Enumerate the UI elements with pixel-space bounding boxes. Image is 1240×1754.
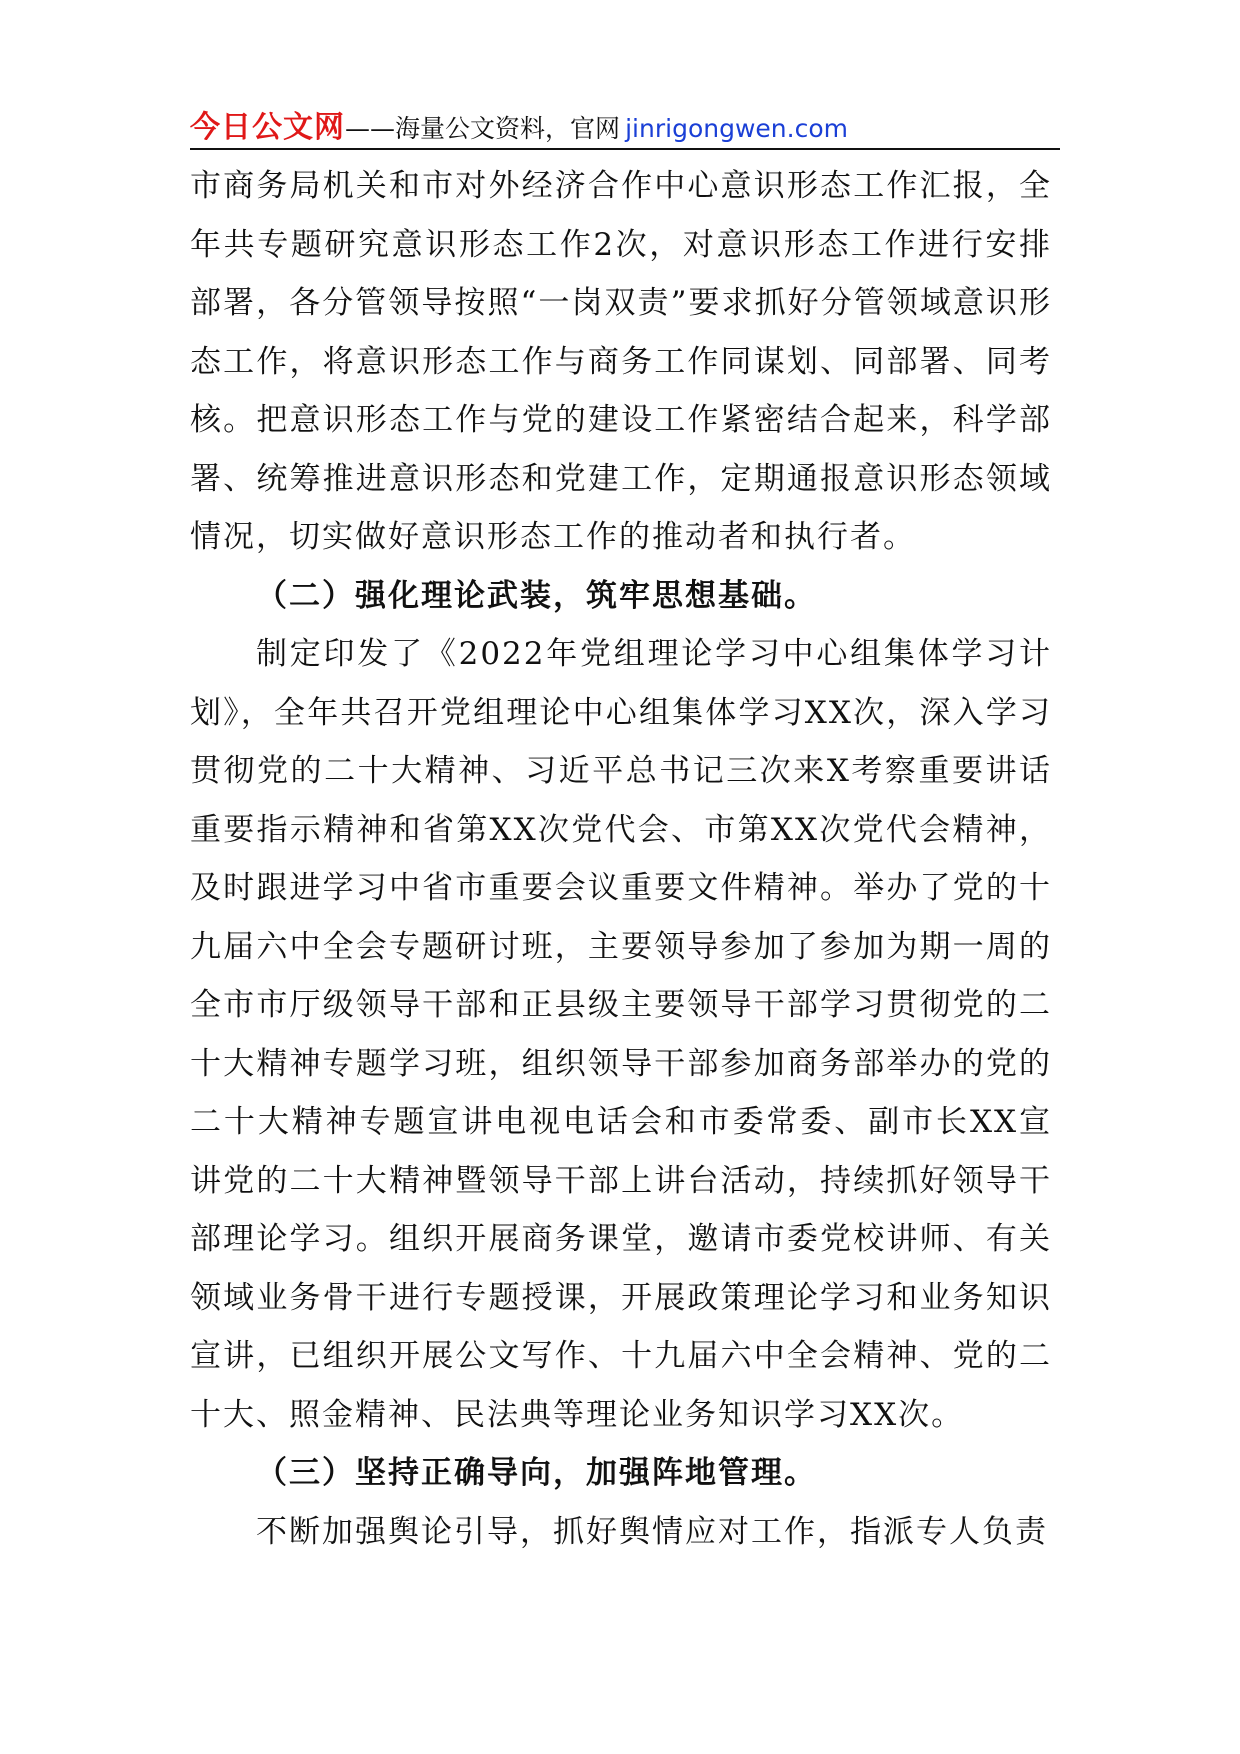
header-divider bbox=[190, 148, 1060, 150]
paragraph-2: 制定印发了《2022年党组理论学习中心组集体学习计划》，全年共召开党组理论中心组集体学习XX次，深入学习贯彻党的二十大精神、习近平总书记三次来X考察重要讲话重要指示精神和省第XX次党代会、市第XX次党代会精神，及时跟进学习中省市重要会议重要文件精神。举办了党的十九届六中全会专题研讨班，主要领导参加了参加为期一周的全市市厅级领导干部和正县级主要领导干部学习贯彻党的二十大精神专题学习班，组织领导干部参加商务部举办的党的二十大精神专题宣讲电视电话会和市委常委、副市长XX宣讲党的二十大精神暨领导干部上讲台活动，持续抓好领导干部理论学习。组织开展商务课堂，邀请市委党校讲师、有关领域业务骨干进行专题授课，开展政策理论学习和业务知识宣讲，已组织开展公文写作、十九届六中全会精神、党的二十大、照金精神、民法典等理论业务知识学习XX次。 bbox=[190, 636, 1052, 1433]
brand-name: 今日公文网 bbox=[190, 110, 345, 145]
paragraph-3: 不断加强舆论引导，抓好舆情应对工作，指派专人负责 bbox=[256, 1513, 1048, 1550]
paragraph-1: 市商务局机关和市对外经济合作中心意识形态工作汇报，全年共专题研究意识形态工作2次，对意识形态工作进行安排部署，各分管领导按照“一岗双责”要求抓好分管领域意识形态工作，将意识形态工作与商务工作同谋划、同部署、同考核。把意识形态工作与党的建设工作紧密结合起来，科学部署、统筹推进意识形态和党建工作，定期通报意识形态领域情况，切实做好意识形态工作的推动者和执行者。 bbox=[190, 168, 1052, 555]
section-heading-2: （二）强化理论武装，筑牢思想基础。 bbox=[256, 577, 817, 614]
site-link[interactable]: jinrigongwen.com bbox=[625, 114, 848, 143]
page-header bbox=[190, 102, 1050, 145]
section-heading-3: （三）坚持正确导向，加强阵地管理。 bbox=[256, 1455, 817, 1491]
header-tagline: ——海量公文资料，官网 bbox=[345, 114, 621, 143]
document-body bbox=[190, 157, 1052, 1561]
